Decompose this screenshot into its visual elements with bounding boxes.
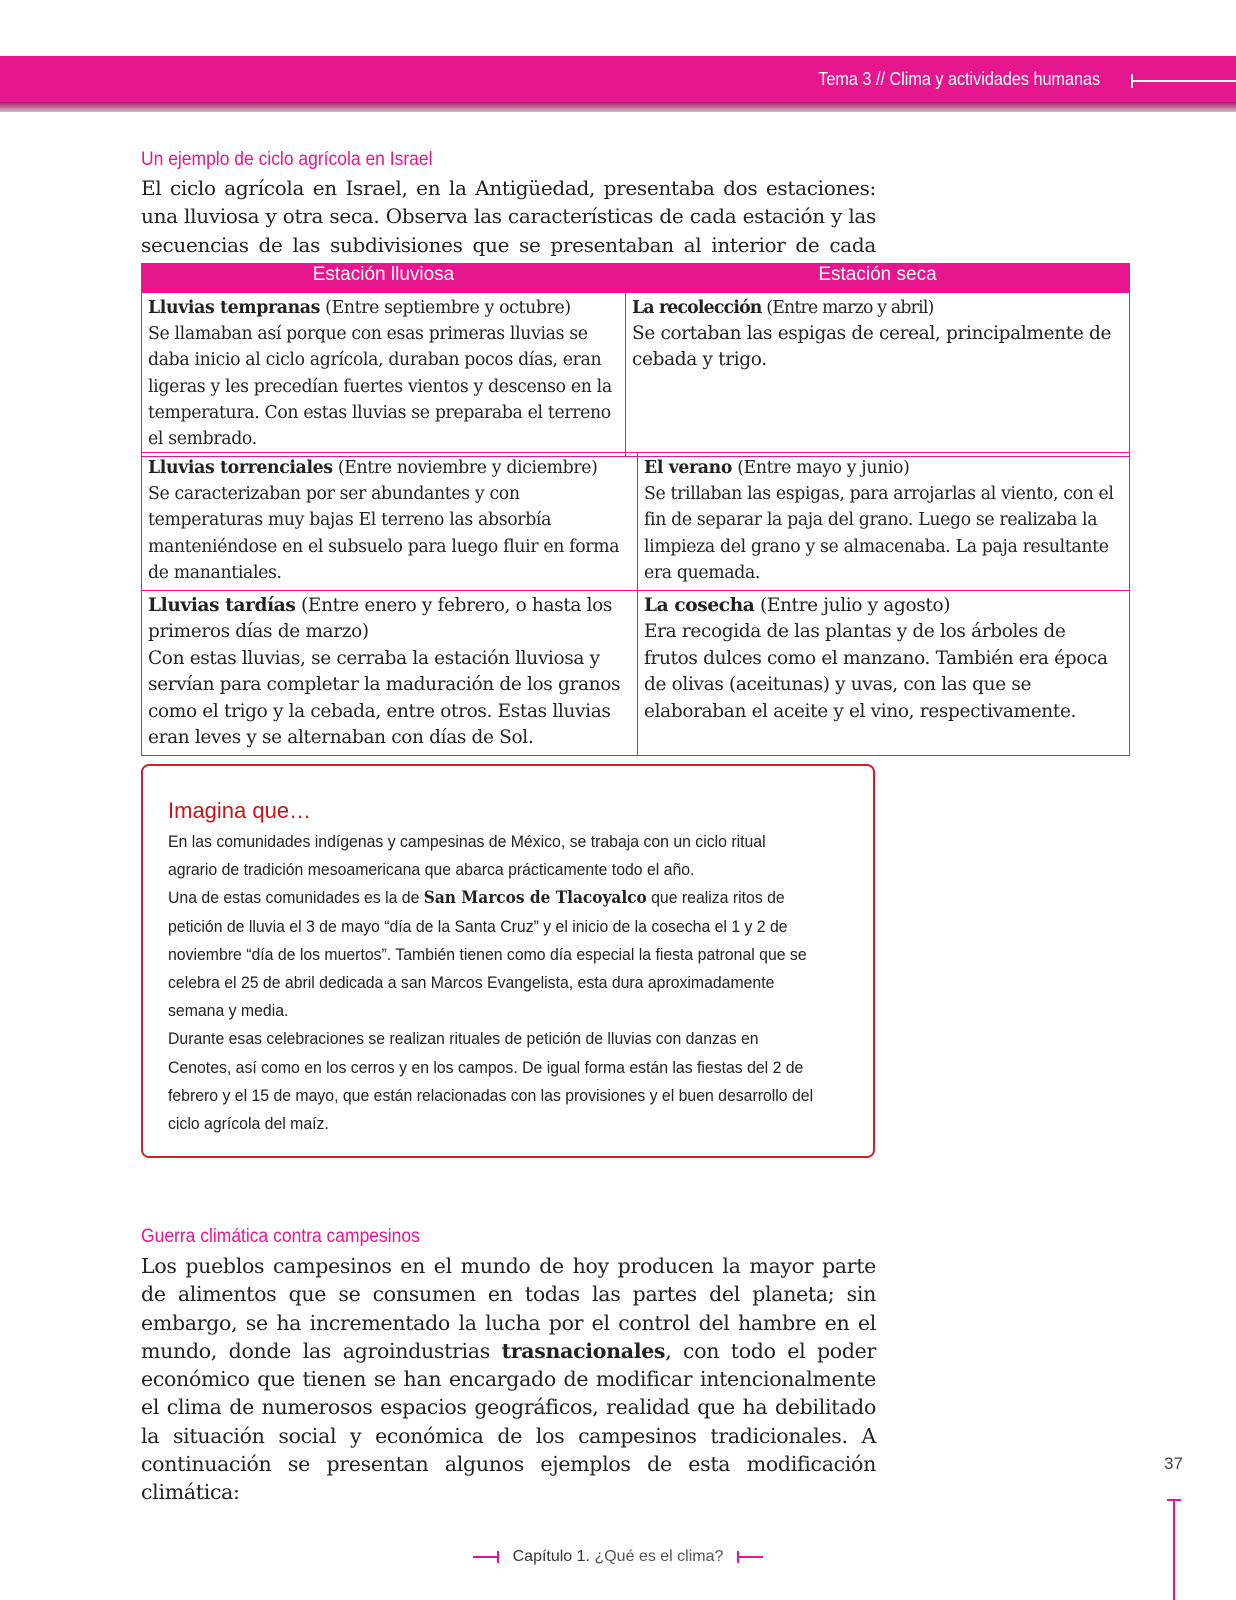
- guerra-text-end: , con todo el poder económico que tienen se han encargado de modificar intencionalmente el clima de numerosos espacios geográficos, realidad que ha debilitado la situación social y económica de los campesinos tradicionales. A continuación se presentan algunos ejemplos de esta modificación climática:: [141, 1338, 876, 1505]
- guerra-paragraph: [141, 1252, 876, 1507]
- imagina-paragraph-1: En las comunidades indígenas y campesinas de México, se trabaja con un ciclo ritual agrario de tradición mesoamericana que abarca prácticamente todo el año.: [168, 832, 766, 880]
- cell-title: Lluvias tempranas: [148, 298, 321, 318]
- imagina-p2-text: Una de estas comunidades es la de: [168, 888, 424, 908]
- footer: [0, 1548, 1236, 1566]
- section-heading-israel: Un ejemplo de ciclo agrícola en Israel: [141, 149, 433, 170]
- cell-text: Con estas lluvias, se cerraba la estación lluviosa y servían para completar la maduración de los granos como el trigo y la cebada, entre otros. Estas lluvias eran leves y se alternaban con días de Sol.: [148, 647, 621, 749]
- cell-period: (Entre enero y febrero, o hasta los primeros días de marzo): [148, 595, 613, 643]
- cell-title: Lluvias torrenciales: [148, 458, 333, 478]
- footer-chapter: Capítulo 1.: [512, 1548, 590, 1565]
- cell-title: La cosecha: [644, 595, 755, 617]
- cell-text: Se caracterizaban por ser abundantes y con temperaturas muy bajas El terreno las absorbía manteniéndose en el subsuelo para luego fluir en forma de manantiales.: [148, 484, 620, 583]
- cell-period: (Entre marzo y abril): [761, 298, 934, 318]
- guerra-text: Los pueblos campesinos en el mundo de hoy producen la mayor parte de alimentos que se consumen en todas las partes del planeta; sin embargo, se ha incrementado la lucha por el control del hambre en el mundo, donde las agroindustrias: [141, 1254, 876, 1363]
- header-shadow: [0, 102, 1236, 112]
- cell-title: Lluvias tardías: [148, 595, 296, 617]
- cell-period: (Entre mayo y junio): [732, 458, 910, 478]
- cell-el-verano: [638, 453, 1130, 591]
- cell-period: (Entre noviembre y diciembre): [332, 458, 598, 478]
- imagina-p2-text-end: que realiza ritos de petición de lluvia el 3 de mayo “día de la Santa Cruz” y el inicio de la cosecha el 1 y 2 de noviembre “día de los muertos”. También tienen como día especial la fiesta patronal que se celebra el 25 de abril dedicada a san Marcos Evangelista, esta dura aproximadamente semana y media.: [168, 888, 807, 1021]
- cell-title: El verano: [644, 458, 733, 478]
- imagina-title: Imagina que…: [168, 798, 312, 823]
- footer-title: ¿Qué es el clima?: [594, 1548, 724, 1565]
- footer-rule-right: [737, 1556, 763, 1558]
- intro-paragraph: El ciclo agrícola en Israel, en la Antigüedad, presentaba dos estaciones: una lluviosa y otra seca. Observa las características de cada estación y las secuencias de las subdivisiones que se presentaban al interior de cada: [141, 176, 876, 257]
- header-topic: Tema 3 // Clima y actividades humanas: [818, 69, 1100, 89]
- header-rule: [1132, 80, 1236, 82]
- seasons-table-bottom: [141, 452, 1130, 756]
- col-header-rainy: Estación lluviosa: [142, 264, 626, 293]
- cell-title: La recolección: [632, 298, 762, 318]
- cell-text: Era recogida de las plantas y de los árboles de frutos dulces como el manzano. También era época de olivas (aceitunas) y uvas, con las que se elaboraban el aceite y el vino, respectivamente.: [644, 621, 1108, 722]
- seasons-table-top: [141, 263, 1130, 457]
- cell-la-cosecha: [638, 591, 1130, 756]
- cell-lluvias-tempranas: [142, 293, 626, 457]
- cell-lluvias-tardias: [142, 591, 638, 756]
- community-name: San Marcos de Tlacoyalco: [423, 888, 647, 908]
- imagina-paragraph-2: [168, 884, 819, 1025]
- cell-period: (Entre septiembre y octubre): [320, 298, 571, 318]
- cell-text: Se llamaban así porque con esas primeras lluvias se daba inicio al ciclo agrícola, duraban pocos días, eran ligeras y les precedían fuertes vientos y descenso en la temperatura. Con estas lluvias se preparaba el terreno el sembrado.: [148, 324, 612, 450]
- imagina-paragraph-3: Durante esas celebraciones se realizan rituales de petición de lluvias con danzas en Cenotes, así como en los cerros y en los campos. De igual forma están las fiestas del 2 de febrero y el 15 de mayo, que están relacionadas con las provisiones y el buen desarrollo del ciclo agrícola del maíz.: [168, 1029, 814, 1134]
- cell-period: (Entre julio y agosto): [754, 595, 951, 617]
- cell-text: Se trillaban las espigas, para arrojarlas al viento, con el fin de separar la paja del grano. Luego se realizaba la limpieza del grano y se almacenaba. La paja resultante era quemada.: [644, 484, 1114, 583]
- cell-lluvias-torrenciales: [142, 453, 638, 591]
- cell-la-recoleccion: [626, 293, 1130, 457]
- page-number: 37: [1164, 1454, 1183, 1473]
- term-trasnacionales: trasnacionales: [501, 1338, 666, 1363]
- col-header-dry: Estación seca: [626, 264, 1130, 293]
- imagina-body: [168, 828, 819, 1138]
- section-heading-guerra: Guerra climática contra campesinos: [141, 1226, 420, 1247]
- cell-text: Se cortaban las espigas de cereal, principalmente de cebada y trigo.: [632, 323, 1112, 371]
- footer-rule-left: [473, 1556, 499, 1558]
